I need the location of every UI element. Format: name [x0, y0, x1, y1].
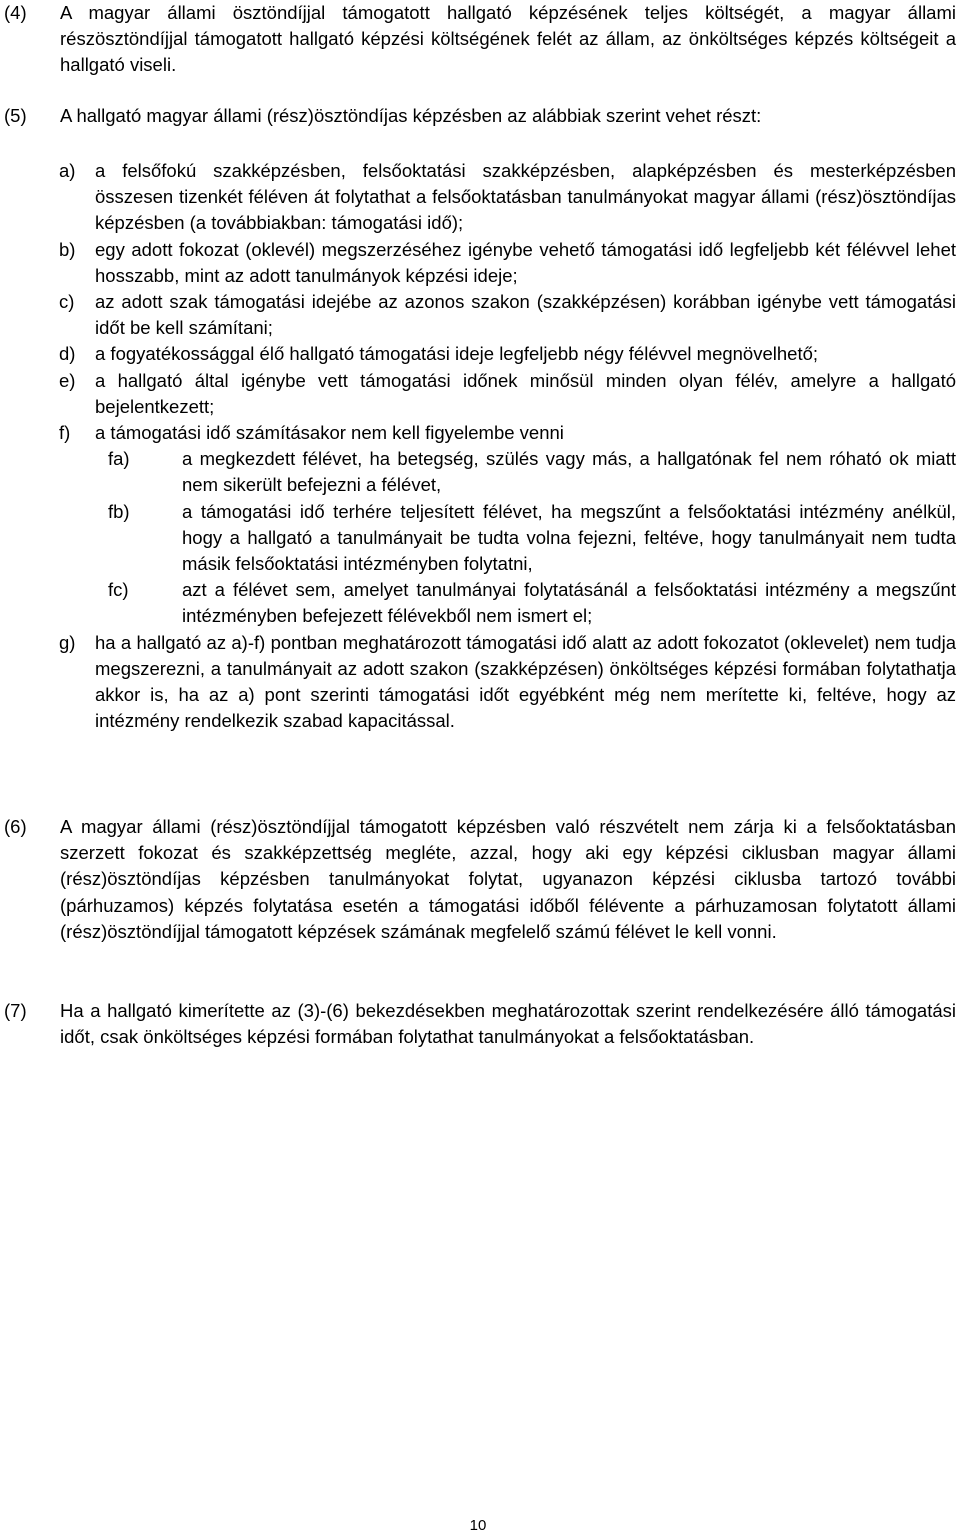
paragraph-6 [0, 814, 956, 945]
list-item-label: c) [59, 291, 75, 313]
list-item-b [59, 237, 956, 289]
list-item-label: b) [59, 238, 76, 260]
list-item-g [59, 630, 956, 735]
sub-item-fb [59, 499, 956, 578]
sub-item-text: a megkezdett félévet, ha betegség, szülés vagy más, a hallgatónak fel nem róható ok miatt nem sikerült befejezni a félévet, [182, 448, 956, 496]
list-item-f [59, 420, 956, 446]
sub-item-fa [59, 446, 956, 498]
list-item-text: az adott szak támogatási idejébe az azonos szakon (szakképzésen) korábban igénybe vett támogatási időt be kell számítani; [95, 291, 956, 339]
sub-item-fc [59, 577, 956, 629]
sub-item-label: fb) [108, 500, 130, 522]
paragraph-number: (7) [4, 1000, 27, 1021]
sub-item-text: a támogatási idő terhére teljesített félévet, ha megszűnt a felsőoktatási intézmény anélkül, hogy a hallgató a tanulmányait be tudta volna fejezni, feltéve, hogy tanulmányait nem tudta másik felsőoktatási intézményben folytatni, [182, 500, 956, 575]
list-item-label: e) [59, 369, 76, 391]
list-item-label: d) [59, 343, 76, 365]
paragraph-text: Ha a hallgató kimerítette az (3)-(6) bekezdésekben meghatározottak szerint rendelkezésére álló támogatási időt, csak önköltséges képzési formában folytathat tanulmányokat a felsőoktatásban. [60, 1000, 956, 1048]
paragraph-text: A magyar állami ösztöndíjjal támogatott hallgató képzésének teljes költségét, a magyar állami részösztöndíjjal támogatott hallgató képzési költségének felét az állam, az önköltséges képzés költségeit a hallgató viseli. [60, 2, 956, 76]
list-item-d [59, 341, 956, 367]
list-item-text: ha a hallgató az a)-f) pontban meghatározott támogatási idő alatt az adott fokozatot (oklevelet) nem tudja megszerezni, a tanulmányait az adott szakon (szakképzésen) önköltséges képzési formában folytathatja akkor is, ha az a) pont szerinti támogatási időt egyébként még nem merítette ki, feltéve, hogy az intézmény rendelkezik szabad kapacitással. [95, 631, 956, 732]
list-item-text: a támogatási idő számításakor nem kell figyelembe venni [95, 422, 564, 444]
list-item-text: a hallgató által igénybe vett támogatási időnek minősül minden olyan félév, amelyre a hallgató bejelentkezett; [95, 369, 956, 417]
paragraph-5 [0, 103, 956, 129]
list-item-label: a) [59, 160, 76, 181]
paragraph-text: A hallgató magyar állami (rész)ösztöndíjas képzésben az alábbiak szerint vehet részt: [60, 105, 762, 126]
list-item-e [59, 368, 956, 420]
paragraph-5-list [59, 158, 956, 734]
list-item-text: egy adott fokozat (oklevél) megszerzéséhez igénybe vehető támogatási idő legfeljebb két félévvel lehet hosszabb, mint az adott tanulmányok képzési ideje; [95, 238, 956, 286]
paragraph-number: (5) [4, 105, 27, 126]
sub-item-text: azt a félévet sem, amelyet tanulmányai folytatásánál a felsőoktatási intézmény a megszűnt intézményben befejezett félévekből nem ismert el; [182, 579, 956, 627]
page-number: 10 [469, 1517, 487, 1534]
list-item-a [59, 158, 956, 237]
list-item-c [59, 289, 956, 341]
paragraph-4 [0, 0, 956, 79]
sub-item-label: fa) [108, 448, 130, 470]
list-item-label: g) [59, 631, 76, 653]
paragraph-7 [0, 998, 956, 1050]
list-item-text: a felsőfokú szakképzésben, felsőoktatási szakképzésben, alapképzésben és mesterképzésben összesen tizenkét féléven át folytathat a felsőoktatásban tanulmányokat magyar állami (rész)ösztöndíjas képzésben (a továbbiakban: támogatási idő); [95, 160, 956, 234]
list-item-label: f) [59, 422, 71, 444]
list-item-text: a fogyatékossággal élő hallgató támogatási ideje legfeljebb négy félévvel megnövelhető; [95, 343, 819, 365]
sub-item-label: fc) [108, 579, 129, 601]
paragraph-number: (4) [4, 2, 27, 23]
paragraph-number: (6) [4, 816, 27, 837]
paragraph-text: A magyar állami (rész)ösztöndíjjal támogatott képzésben való részvételt nem zárja ki a felsőoktatásban szerzett fokozat és szakképzettség megléte, azzal, hogy aki egy képzési ciklusban magyar állami (rész)ösztöndíjas képzésben tanulmányokat folytat, ugyanazon képzési ciklusba tartozó további (párhuzamos) képzés folytatása esetén a támogatási időből félévente a párhuzamosan folytatott állami (rész)ösztöndíjjal támogatott képzések számának megfelelő számú félévet le kell vonni. [60, 816, 956, 942]
